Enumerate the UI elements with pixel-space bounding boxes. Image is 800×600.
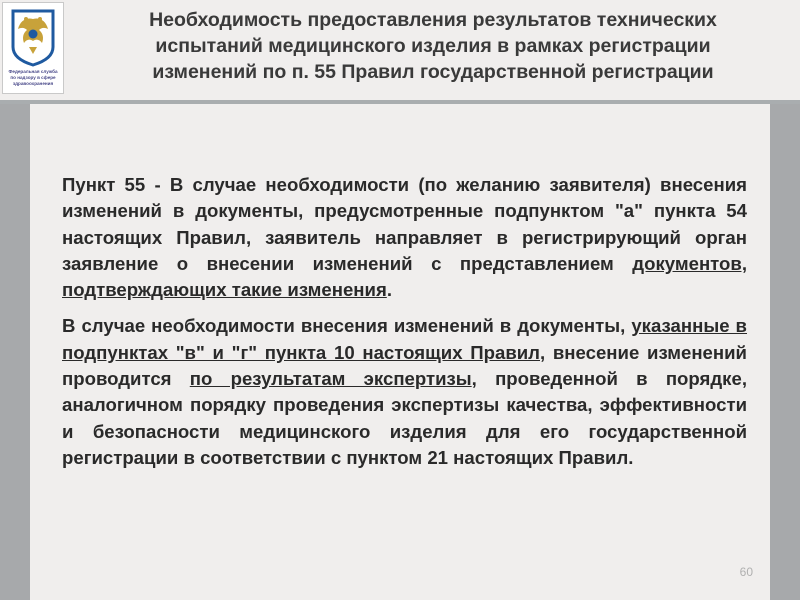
slide-body bbox=[62, 172, 747, 481]
paragraph-text: , внесение изменений проводится bbox=[62, 341, 747, 390]
paragraph-text: Пункт 55 - В случае необходимости (по желанию заявителя) внесения изменений в документы, предусмотренные подпунктом "а" пункта 54 настоящих Правил, заявитель направляет в регистрирующий орган заявление о внесении изменений с представлением bbox=[62, 174, 747, 274]
logo-caption-line: Федеральная служба bbox=[8, 69, 58, 74]
underlined-reference: указанные в подпунктах "в" и "г" пункта 10 настоящих Правил bbox=[62, 315, 747, 363]
page-number: 60 bbox=[739, 565, 753, 579]
title-line: изменений по п. 55 Правил государственной регистрации bbox=[152, 61, 714, 83]
header-divider bbox=[0, 100, 800, 104]
slide-header bbox=[0, 0, 800, 103]
paragraph-text: . bbox=[386, 279, 392, 301]
paragraph-changes bbox=[62, 313, 747, 471]
right-frame-bar bbox=[770, 104, 800, 600]
left-frame-bar bbox=[0, 104, 30, 600]
slide-title bbox=[78, 7, 788, 85]
underlined-reference: по результатам экспертизы bbox=[189, 368, 472, 390]
organization-logo bbox=[2, 2, 64, 94]
title-line: испытаний медицинского изделия в рамках регистрации bbox=[155, 35, 711, 57]
paragraph-point-55 bbox=[62, 172, 747, 303]
paragraph-text: В случае необходимости внесения изменений в документы, bbox=[62, 315, 632, 337]
underlined-reference: документов, подтверждающих такие изменения bbox=[62, 252, 747, 301]
paragraph-text: , проведенной в порядке, аналогичном порядку проведения экспертизы качества, эффективности и безопасности медицинского изделия для его государственной регистрации в соответствии с пунктом 21 настоящих Правил. bbox=[62, 368, 747, 468]
logo-caption-line: здравоохранения bbox=[12, 81, 54, 86]
eagle-emblem-icon bbox=[10, 7, 56, 67]
title-line: Необходимость предоставления результатов технических bbox=[149, 9, 717, 31]
logo-caption bbox=[5, 69, 61, 87]
logo-caption-line: по надзору в сфере bbox=[10, 75, 56, 80]
